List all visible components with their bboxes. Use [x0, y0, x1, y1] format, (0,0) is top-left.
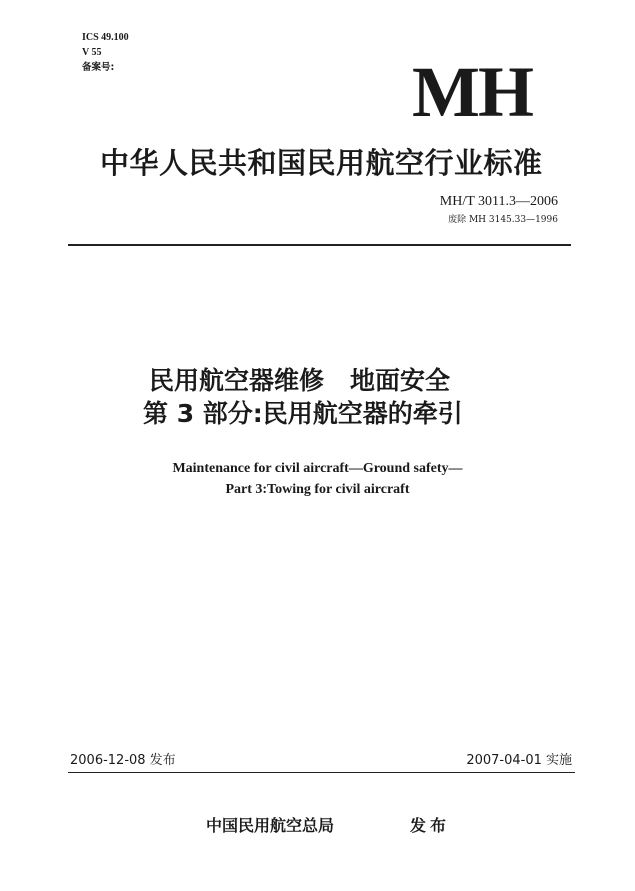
issue-date: 2006-12-08 发布 — [70, 753, 176, 768]
classification-code: V 55 — [82, 47, 102, 58]
document-title-line-2: 第 3 部分:民用航空器的牵引 — [143, 399, 463, 428]
english-title-line-2: Part 3:Towing for civil aircraft — [225, 482, 410, 497]
replaced-standard: 废除 MH 3145.33—1996 — [448, 215, 558, 225]
english-title-line-1: Maintenance for civil aircraft—Ground safety— — [172, 461, 463, 476]
filing-number-label: 备案号: — [82, 62, 115, 73]
document-title-en — [0, 458, 635, 500]
standard-title: 中华人民共和国民用航空行业标准 — [100, 146, 543, 180]
publish-label: 发布 — [410, 816, 451, 835]
ics-code: ICS 49.100 — [82, 32, 129, 43]
document-title-part-2: 地面安全 — [350, 366, 451, 395]
document-title-line-1 — [149, 364, 635, 397]
standard-number: MH/T 3011.3—2006 — [439, 194, 558, 209]
effective-date: 2007-04-01 实施 — [466, 753, 572, 768]
bottom-divider — [68, 772, 575, 773]
document-title-part-1: 民用航空器维修 — [149, 366, 325, 395]
publisher-name: 中国民用航空总局 — [206, 816, 335, 835]
document-title-zh — [0, 364, 635, 430]
top-divider — [68, 244, 571, 246]
mh-logo: MH — [412, 52, 532, 132]
document-metadata — [82, 30, 129, 75]
